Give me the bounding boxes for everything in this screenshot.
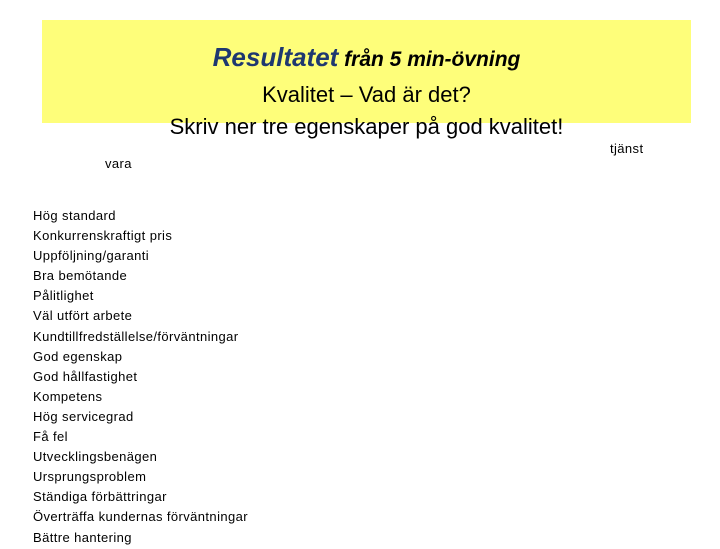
title-main: Resultatet <box>212 42 339 72</box>
list-item: Konkurrenskraftigt pris <box>33 228 173 244</box>
column-label-tjanst: tjänst <box>610 141 644 156</box>
list-item: God egenskap <box>33 348 123 364</box>
list-item: Hög servicegrad <box>33 408 134 424</box>
list-item: Utvecklingsbenägen <box>33 449 158 465</box>
title-sub: från 5 min-övning <box>338 48 521 71</box>
list-item: God hållfastighet <box>33 368 138 384</box>
list-item: Hög standard <box>33 208 116 223</box>
list-item: Ständiga förbättringar <box>33 489 167 505</box>
list-item: Få fel <box>33 429 68 445</box>
list-item: Kundtillfredställelse/förväntningar <box>33 328 239 344</box>
list-item: Bra bemötande <box>33 268 128 284</box>
quality-list <box>33 207 248 549</box>
slide-subtitle: Kvalitet – Vad är det? <box>262 82 471 107</box>
list-item: Bättre hantering <box>33 529 132 545</box>
slide-title <box>42 42 691 73</box>
list-item: Pålitlighet <box>33 288 94 304</box>
instruction-text: Skriv ner tre egenskaper på god kvalitet! <box>169 114 564 139</box>
header-box <box>42 20 691 139</box>
list-item: Kompetens <box>33 388 103 404</box>
list-item: Ursprungsproblem <box>33 469 147 485</box>
list-item: Uppföljning/garanti <box>33 248 150 264</box>
list-item: Överträffa kundernas förväntningar <box>33 509 248 525</box>
column-label-vara: vara <box>105 156 132 171</box>
list-item: Väl utfört arbete <box>33 308 133 324</box>
